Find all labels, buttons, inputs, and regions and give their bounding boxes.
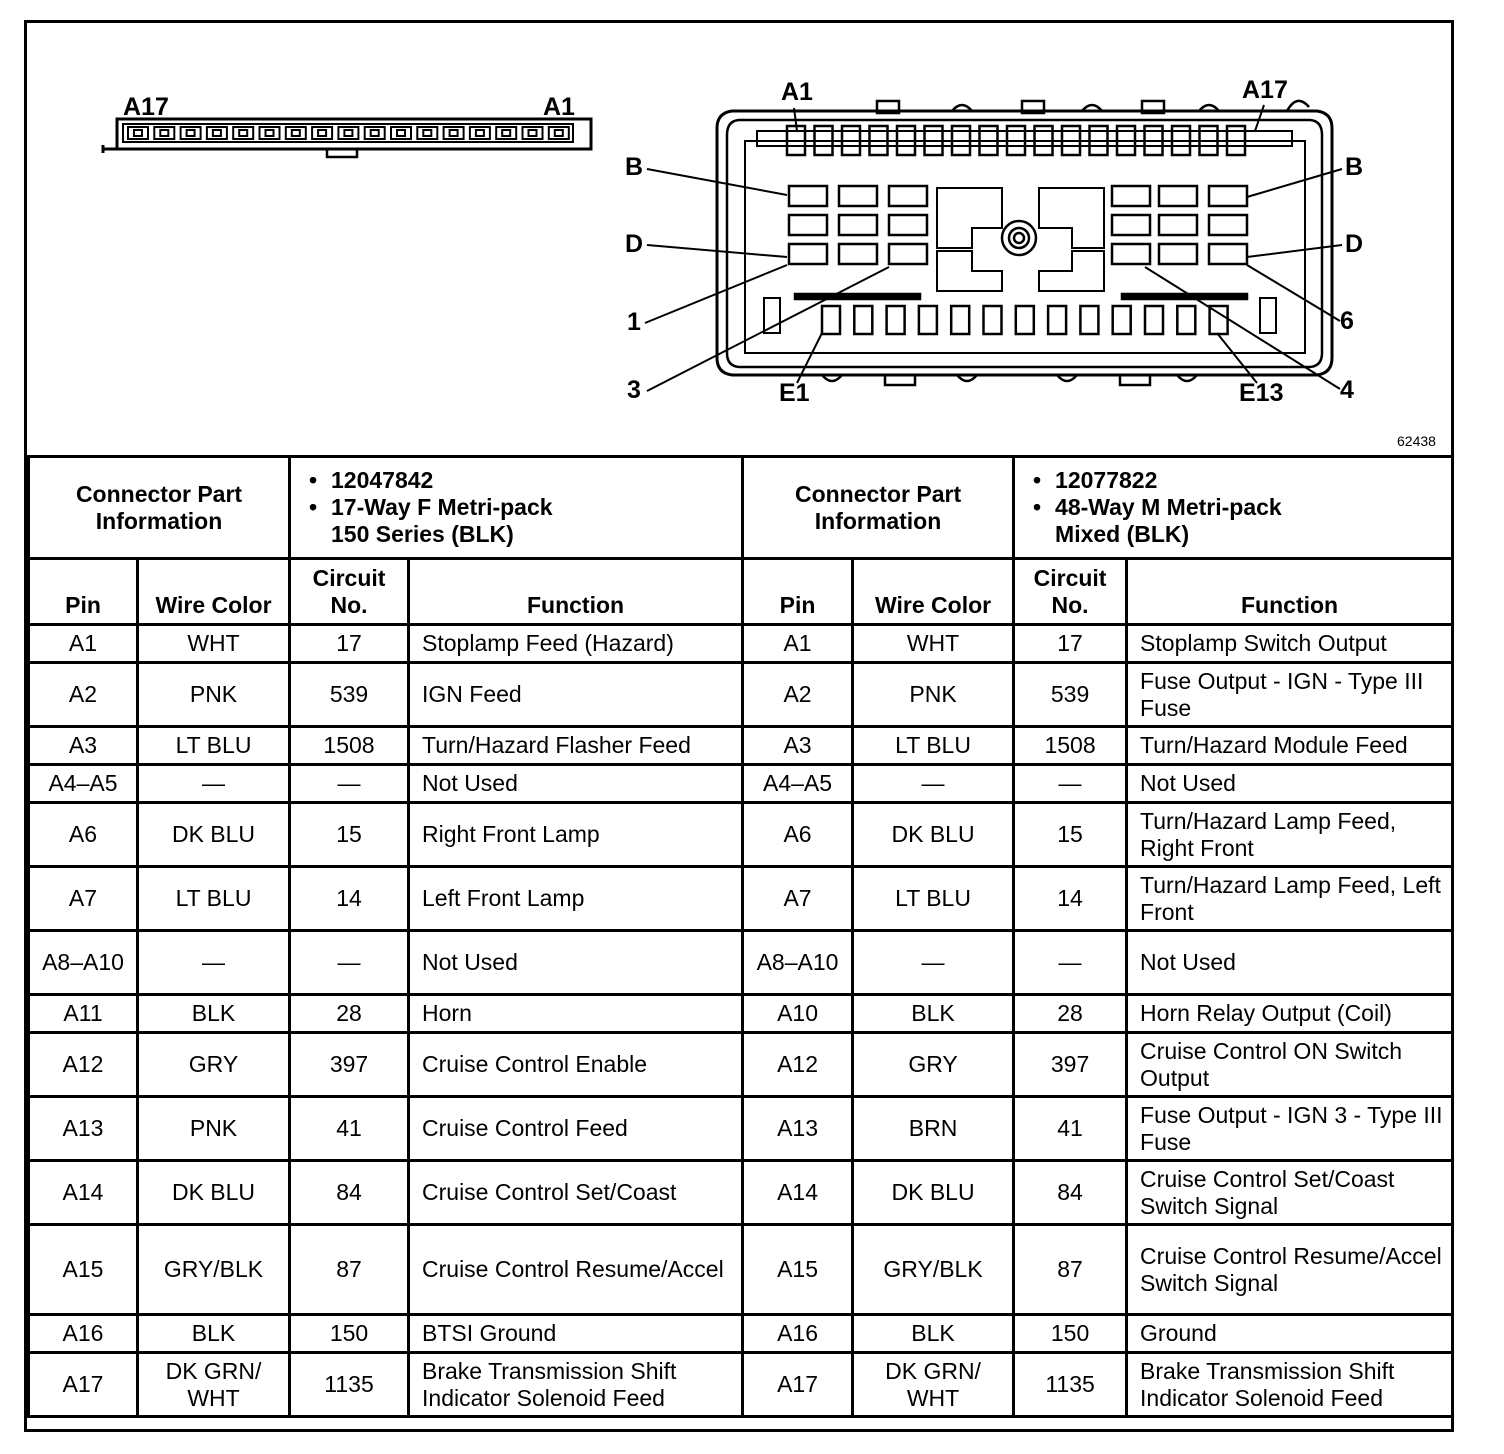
pin-row-bcd xyxy=(1159,215,1197,235)
right-connector-label-4: 4 xyxy=(1340,376,1354,404)
leader-lines xyxy=(645,105,1342,391)
table-row xyxy=(29,1315,1453,1353)
right-wire-color-cell: GRY/BLK xyxy=(853,1225,1014,1315)
left-pin-cell: A4–A5 xyxy=(29,765,138,803)
right-wire-color-cell: DK GRN/ WHT xyxy=(853,1353,1014,1417)
left-wire-color-cell: LT BLU xyxy=(138,727,290,765)
left-function-cell: Not Used xyxy=(409,931,743,995)
left-connector-pin-contact xyxy=(344,130,352,136)
table-row xyxy=(29,803,1453,867)
connector-drawing xyxy=(27,23,1451,458)
left-wire-color-cell: GRY/BLK xyxy=(138,1225,290,1315)
left-connector-pin-contact xyxy=(160,130,168,136)
right-wire-color-cell: BLK xyxy=(853,1315,1014,1353)
table-row xyxy=(29,1033,1453,1097)
left-connector-pin xyxy=(523,127,543,139)
pin-row-e xyxy=(1177,306,1195,334)
header-pin: Pin xyxy=(743,559,853,625)
left-function-cell: Not Used xyxy=(409,765,743,803)
table-row xyxy=(29,765,1453,803)
left-circuit-cell: 84 xyxy=(290,1161,409,1225)
pin-row-e xyxy=(984,306,1002,334)
right-connector-label-1: 1 xyxy=(627,308,641,336)
left-function-cell: Cruise Control Enable xyxy=(409,1033,743,1097)
right-circuit-cell: 1135 xyxy=(1014,1353,1127,1417)
left-connector-pin xyxy=(549,127,569,139)
header-circuit-line1: Circuit xyxy=(312,565,386,591)
right-connector-label-b-right: B xyxy=(1345,153,1364,181)
right-pin-cell: A13 xyxy=(743,1097,853,1161)
pin-row-e xyxy=(1113,306,1131,334)
left-pin-cell: A1 xyxy=(29,625,138,663)
right-circuit-cell: — xyxy=(1014,931,1127,995)
right-circuit-cell: 397 xyxy=(1014,1033,1127,1097)
right-pin-cell: A17 xyxy=(743,1353,853,1417)
left-connector-label-a17: A17 xyxy=(123,93,169,121)
left-circuit-cell: 1135 xyxy=(290,1353,409,1417)
left-wire-color-cell: DK BLU xyxy=(138,803,290,867)
connector-info-left: • 12047842 • 17-Way F Metri-pack 150 Series (BLK) xyxy=(290,457,743,559)
header-circuit-no xyxy=(1014,559,1127,625)
pin-row-e xyxy=(951,306,969,334)
connector-description-left-line1: 17-Way F Metri-pack xyxy=(331,494,553,520)
left-wire-color-cell: GRY xyxy=(138,1033,290,1097)
right-wire-color-cell: — xyxy=(853,765,1014,803)
pin-row-bcd xyxy=(1112,244,1150,264)
right-circuit-cell: 1508 xyxy=(1014,727,1127,765)
left-connector-pin-contact xyxy=(266,130,274,136)
left-wire-color-cell: — xyxy=(138,931,290,995)
pin-row-bcd xyxy=(889,244,927,264)
left-connector-pin xyxy=(444,127,464,139)
right-function-cell: Not Used xyxy=(1127,931,1453,995)
left-function-cell: Horn xyxy=(409,995,743,1033)
right-connector-label-b-left: B xyxy=(625,153,644,181)
left-pin-cell: A8–A10 xyxy=(29,931,138,995)
pin-row-bcd xyxy=(1112,215,1150,235)
pin-row-e xyxy=(1048,306,1066,334)
connector-diagram-area xyxy=(27,23,1451,458)
table-row xyxy=(29,1353,1453,1417)
left-connector-pin xyxy=(470,127,490,139)
left-wire-color-cell: PNK xyxy=(138,1097,290,1161)
left-connector-pin xyxy=(312,127,332,139)
pin-row-e xyxy=(887,306,905,334)
table-row xyxy=(29,1161,1453,1225)
left-circuit-cell: 17 xyxy=(290,625,409,663)
right-function-cell: Turn/Hazard Lamp Feed, Left Front xyxy=(1127,867,1453,931)
connector-info-label-left xyxy=(29,457,290,559)
pin-row-bcd xyxy=(789,244,827,264)
left-wire-color-cell: LT BLU xyxy=(138,867,290,931)
part-number-right: 12077822 xyxy=(1055,467,1158,493)
left-connector-pin-contact xyxy=(476,130,484,136)
left-connector-pin xyxy=(391,127,411,139)
left-connector-pin-contact xyxy=(239,130,247,136)
left-circuit-cell: — xyxy=(290,765,409,803)
pin-row-e xyxy=(919,306,937,334)
connector-info-row xyxy=(29,457,1453,559)
right-pin-cell: A1 xyxy=(743,625,853,663)
figure-number: 62438 xyxy=(1397,433,1436,449)
right-pin-cell: A16 xyxy=(743,1315,853,1353)
diagram-frame xyxy=(24,20,1454,1432)
right-function-cell: Cruise Control Resume/Accel Switch Signal xyxy=(1127,1225,1453,1315)
pin-row-bcd xyxy=(1209,244,1247,264)
left-connector-pin-contact xyxy=(450,130,458,136)
left-function-cell: BTSI Ground xyxy=(409,1315,743,1353)
right-circuit-cell: 28 xyxy=(1014,995,1127,1033)
right-function-cell: Fuse Output - IGN 3 - Type III Fuse xyxy=(1127,1097,1453,1161)
pin-row-bcd xyxy=(1209,215,1247,235)
right-pin-cell: A10 xyxy=(743,995,853,1033)
left-connector-pin-contact xyxy=(555,130,563,136)
info-label-text: Connector Part Information xyxy=(794,480,962,534)
left-connector-pin xyxy=(365,127,385,139)
right-function-cell: Brake Transmission Shift Indicator Solenoid Feed xyxy=(1127,1353,1453,1417)
right-circuit-cell: 15 xyxy=(1014,803,1127,867)
right-function-cell: Fuse Output - IGN - Type III Fuse xyxy=(1127,663,1453,727)
right-pin-cell: A2 xyxy=(743,663,853,727)
header-circuit-no xyxy=(290,559,409,625)
pin-row-e xyxy=(854,306,872,334)
left-pin-cell: A7 xyxy=(29,867,138,931)
right-function-cell: Cruise Control ON Switch Output xyxy=(1127,1033,1453,1097)
header-function: Function xyxy=(409,559,743,625)
right-connector-label-e13: E13 xyxy=(1239,379,1284,407)
pin-row-e xyxy=(822,306,840,334)
right-circuit-cell: 14 xyxy=(1014,867,1127,931)
left-connector-pin-contact xyxy=(292,130,300,136)
pin-row-bcd xyxy=(839,186,877,206)
table-row xyxy=(29,995,1453,1033)
left-function-cell: Cruise Control Set/Coast xyxy=(409,1161,743,1225)
left-connector-pin-contact xyxy=(213,130,221,136)
pin-row-bcd xyxy=(1159,186,1197,206)
left-pin-cell: A12 xyxy=(29,1033,138,1097)
left-pin-cell: A6 xyxy=(29,803,138,867)
right-pin-cell: A6 xyxy=(743,803,853,867)
header-wire-color: Wire Color xyxy=(853,559,1014,625)
right-wire-color-cell: WHT xyxy=(853,625,1014,663)
left-wire-color-cell: DK BLU xyxy=(138,1161,290,1225)
left-wire-color-cell: — xyxy=(138,765,290,803)
right-wire-color-cell: BLK xyxy=(853,995,1014,1033)
connector-info-right: • 12077822 • 48-Way M Metri-pack Mixed (BLK) xyxy=(1014,457,1453,559)
pin-row-bcd xyxy=(789,215,827,235)
connector-description-right-line1: 48-Way M Metri-pack xyxy=(1055,494,1282,520)
header-function: Function xyxy=(1127,559,1453,625)
table-row xyxy=(29,1097,1453,1161)
left-pin-cell: A2 xyxy=(29,663,138,727)
right-wire-color-cell: LT BLU xyxy=(853,867,1014,931)
pin-row-bcd xyxy=(1112,186,1150,206)
left-connector-pin-contact xyxy=(134,130,142,136)
left-17-way-connector xyxy=(103,119,591,157)
left-connector-label-a1: A1 xyxy=(543,93,575,121)
left-connector-pin xyxy=(260,127,280,139)
pin-row-bcd xyxy=(1159,244,1197,264)
left-connector-pin xyxy=(207,127,227,139)
left-pin-cell: A14 xyxy=(29,1161,138,1225)
right-function-cell: Cruise Control Set/Coast Switch Signal xyxy=(1127,1161,1453,1225)
right-wire-color-cell: — xyxy=(853,931,1014,995)
left-wire-color-cell: DK GRN/ WHT xyxy=(138,1353,290,1417)
left-function-cell: Cruise Control Resume/Accel xyxy=(409,1225,743,1315)
left-circuit-cell: 150 xyxy=(290,1315,409,1353)
table-row xyxy=(29,867,1453,931)
left-wire-color-cell: WHT xyxy=(138,625,290,663)
left-circuit-cell: 15 xyxy=(290,803,409,867)
left-connector-pin xyxy=(154,127,174,139)
left-connector-pin xyxy=(496,127,516,139)
left-connector-pin-contact xyxy=(529,130,537,136)
right-circuit-cell: 41 xyxy=(1014,1097,1127,1161)
header-circuit-line2: No. xyxy=(1051,592,1089,618)
right-connector-label-e1: E1 xyxy=(779,379,810,407)
left-connector-pin-contact xyxy=(423,130,431,136)
left-connector-pin xyxy=(286,127,306,139)
right-connector-label-a17: A17 xyxy=(1242,76,1288,104)
right-circuit-cell: 87 xyxy=(1014,1225,1127,1315)
left-connector-pin-contact xyxy=(318,130,326,136)
table-row xyxy=(29,663,1453,727)
left-pin-cell: A13 xyxy=(29,1097,138,1161)
right-function-cell: Not Used xyxy=(1127,765,1453,803)
right-pin-cell: A14 xyxy=(743,1161,853,1225)
right-pin-cell: A7 xyxy=(743,867,853,931)
connector-pinout-table xyxy=(27,455,1454,1418)
left-connector-pin xyxy=(181,127,201,139)
left-circuit-cell: 397 xyxy=(290,1033,409,1097)
left-wire-color-cell: BLK xyxy=(138,995,290,1033)
left-pin-cell: A15 xyxy=(29,1225,138,1315)
right-pin-cell: A12 xyxy=(743,1033,853,1097)
left-connector-pin-contact xyxy=(187,130,195,136)
pin-row-bcd xyxy=(889,215,927,235)
left-circuit-cell: 41 xyxy=(290,1097,409,1161)
left-connector-pin-contact xyxy=(371,130,379,136)
right-wire-color-cell: DK BLU xyxy=(853,803,1014,867)
right-circuit-cell: 17 xyxy=(1014,625,1127,663)
right-connector-label-3: 3 xyxy=(627,376,641,404)
left-function-cell: Turn/Hazard Flasher Feed xyxy=(409,727,743,765)
pin-row-e xyxy=(1016,306,1034,334)
right-wire-color-cell: BRN xyxy=(853,1097,1014,1161)
table-row xyxy=(29,1225,1453,1315)
left-circuit-cell: — xyxy=(290,931,409,995)
left-connector-pin xyxy=(128,127,148,139)
connector-description-right-line2: Mixed (BLK) xyxy=(1055,521,1190,547)
right-wire-color-cell: GRY xyxy=(853,1033,1014,1097)
right-connector-label-6: 6 xyxy=(1340,307,1354,335)
left-pin-cell: A17 xyxy=(29,1353,138,1417)
left-function-cell: Brake Transmission Shift Indicator Solenoid Feed xyxy=(409,1353,743,1417)
left-connector-pin xyxy=(417,127,437,139)
header-wire-color: Wire Color xyxy=(138,559,290,625)
table-row xyxy=(29,931,1453,995)
table-row xyxy=(29,625,1453,663)
left-circuit-cell: 539 xyxy=(290,663,409,727)
table-row xyxy=(29,727,1453,765)
header-circuit-line2: No. xyxy=(330,592,368,618)
info-label-text: Connector Part Information xyxy=(75,480,243,534)
right-function-cell: Stoplamp Switch Output xyxy=(1127,625,1453,663)
left-function-cell: Cruise Control Feed xyxy=(409,1097,743,1161)
header-circuit-line1: Circuit xyxy=(1033,565,1107,591)
pin-row-bcd xyxy=(789,186,827,206)
left-function-cell: Left Front Lamp xyxy=(409,867,743,931)
left-pin-cell: A16 xyxy=(29,1315,138,1353)
right-circuit-cell: 150 xyxy=(1014,1315,1127,1353)
pin-row-bcd xyxy=(839,215,877,235)
left-function-cell: Right Front Lamp xyxy=(409,803,743,867)
left-connector-pin-contact xyxy=(397,130,405,136)
left-pin-cell: A3 xyxy=(29,727,138,765)
right-pin-cell: A8–A10 xyxy=(743,931,853,995)
right-pin-cell: A4–A5 xyxy=(743,765,853,803)
left-circuit-cell: 87 xyxy=(290,1225,409,1315)
header-pin: Pin xyxy=(29,559,138,625)
left-function-cell: IGN Feed xyxy=(409,663,743,727)
left-wire-color-cell: BLK xyxy=(138,1315,290,1353)
right-connector-label-a1: A1 xyxy=(781,78,813,106)
left-connector-pin xyxy=(233,127,253,139)
right-function-cell: Horn Relay Output (Coil) xyxy=(1127,995,1453,1033)
left-circuit-cell: 1508 xyxy=(290,727,409,765)
left-wire-color-cell: PNK xyxy=(138,663,290,727)
part-number-left: 12047842 xyxy=(331,467,434,493)
right-wire-color-cell: DK BLU xyxy=(853,1161,1014,1225)
left-pin-cell: A11 xyxy=(29,995,138,1033)
right-pin-cell: A3 xyxy=(743,727,853,765)
pin-row-e xyxy=(1080,306,1098,334)
pin-row-bcd xyxy=(1209,186,1247,206)
pin-row-e xyxy=(1145,306,1163,334)
right-wire-color-cell: PNK xyxy=(853,663,1014,727)
left-connector-pin-contact xyxy=(502,130,510,136)
pin-row-bcd xyxy=(839,244,877,264)
header-row xyxy=(29,559,1453,625)
right-circuit-cell: 84 xyxy=(1014,1161,1127,1225)
left-circuit-cell: 14 xyxy=(290,867,409,931)
right-circuit-cell: 539 xyxy=(1014,663,1127,727)
right-48-way-connector xyxy=(717,101,1332,385)
pin-row-bcd xyxy=(889,186,927,206)
right-connector-label-d-right: D xyxy=(1345,230,1364,258)
left-circuit-cell: 28 xyxy=(290,995,409,1033)
right-function-cell: Turn/Hazard Lamp Feed, Right Front xyxy=(1127,803,1453,867)
right-connector-label-d-left: D xyxy=(625,230,644,258)
right-function-cell: Turn/Hazard Module Feed xyxy=(1127,727,1453,765)
right-pin-cell: A15 xyxy=(743,1225,853,1315)
left-function-cell: Stoplamp Feed (Hazard) xyxy=(409,625,743,663)
left-connector-pin xyxy=(338,127,358,139)
right-function-cell: Ground xyxy=(1127,1315,1453,1353)
right-circuit-cell: — xyxy=(1014,765,1127,803)
right-wire-color-cell: LT BLU xyxy=(853,727,1014,765)
connector-description-left-line2: 150 Series (BLK) xyxy=(331,521,514,547)
connector-info-label-right xyxy=(743,457,1014,559)
